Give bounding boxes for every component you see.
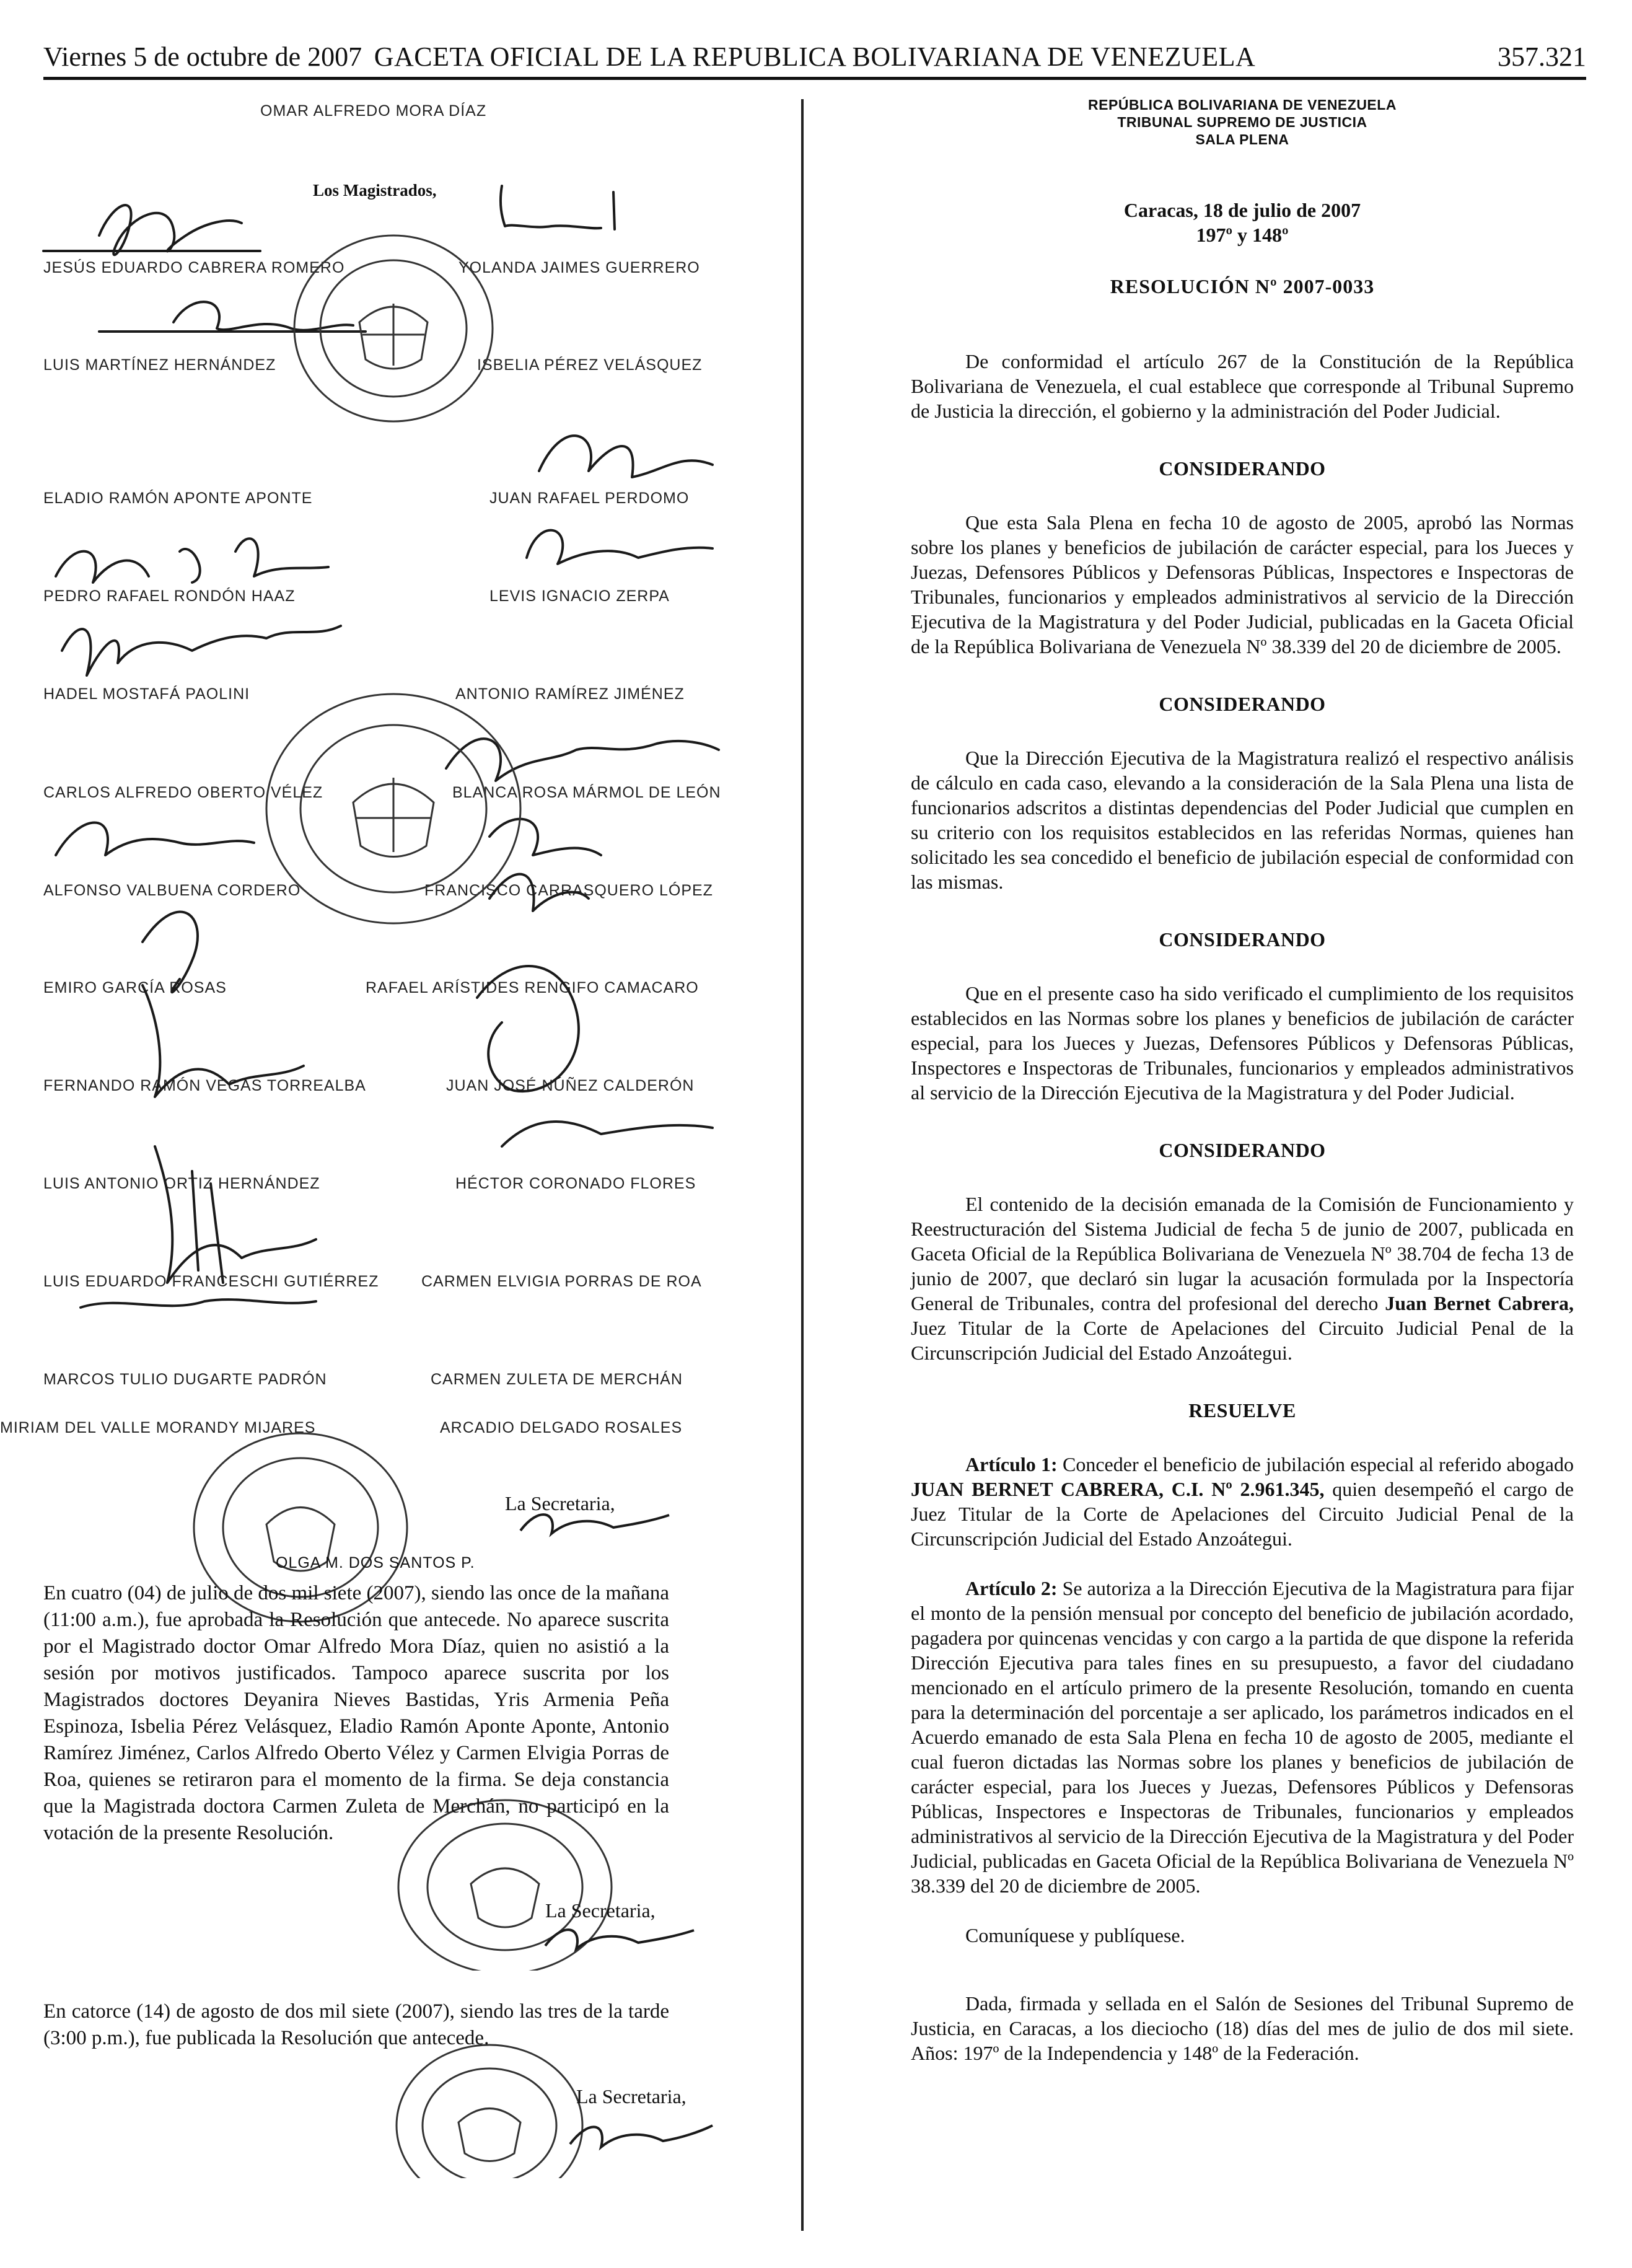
magistrate-name: LUIS ANTONIO ORTIZ HERNÁNDEZ [43,1175,320,1192]
beneficiary-name: JUAN BERNET CABRERA, C.I. Nº 2.961.345, [911,1478,1325,1500]
magistrate-name: ARCADIO DELGADO ROSALES [440,1419,683,1436]
magistrate-name: MARCOS TULIO DUGARTE PADRÓN [43,1371,327,1388]
secretaria-signature [564,2107,719,2163]
intro-paragraph: De conformidad el artículo 267 de la Constitución de la República Bolivariana de Venezuela, el cual establece que corresponde al Tribunal Supremo de Justicia la dirección, el gobierno y la administración del Poder Judicial. [911,350,1574,422]
magistrate-name: CARMEN ZULETA DE MERCHÁN [431,1371,683,1388]
header-title: GACETA OFICIAL DE LA REPUBLICA BOLIVARIANA DE VENEZUELA [374,42,1256,72]
magistrate-name: JUAN RAFAEL PERDOMO [489,490,690,507]
considerando-heading: CONSIDERANDO [1159,928,1326,951]
magistrate-name: RAFAEL ARÍSTIDES RENGIFO CAMACARO [366,979,699,996]
place-date [911,198,1574,247]
magistrate-name: ELADIO RAMÓN APONTE APONTE [43,490,313,507]
magistrate-name: JUAN JOSÉ NÚÑEZ CALDERÓN [446,1077,695,1094]
secretaria-label-3: La Secretaria, [576,2085,687,2108]
article-label: Artículo 1: [965,1453,1058,1475]
magistrate-name: EMIRO GARCÍA ROSAS [43,979,227,996]
session-paragraph: En cuatro (04) de julio de dos mil siete (2007), siendo las once de la mañana (11:00 a.m.), fue aprobada la Resolución que antecede. No aparece suscrita por el Magistrado doctor Omar Alfredo Mora Díaz, quien no asistió a la sesión por motivos justificados. Tampoco aparece suscrita por los Magistrados doctores Deyanira Nieves Bastidas, Yris Armenia Peña Espinoza, Isbelia Pérez Velásquez, Eladio Ramón Aponte Aponte, Antonio Ramírez Jiménez, Carlos Alfredo Oberto Vélez y Carmen Elvigia Porras de Roa, quienes se retiraron para el momento de la firma. Se deja constancia que la Magistrada doctora Carmen Zuleta de Merchán, no participó en la votación de la presente Resolución. [43,1582,669,1844]
article-2 [911,1576,1574,1898]
resolution-column [911,96,1574,2085]
secretaria-name: OLGA M. DOS SANTOS P. [276,1554,475,1571]
magistrate-name: MIRIAM DEL VALLE MORANDY MIJARES [0,1419,316,1436]
institution-line: SALA PLENA [1195,131,1289,147]
magistrate-name: ALFONSO VALBUENA CORDERO [43,882,301,899]
tribunal-seal-icon [260,685,527,933]
text-run: Conceder el beneficio de jubilación especial al referido abogado [1057,1453,1574,1475]
years-line: 197º y 148º [1196,224,1289,246]
text-run: Se autoriza a la Dirección Ejecutiva de la Magistratura para fijar el monto de la pensión mensual por concepto del beneficio de jubilación acordado, pagadera por quincenas vencidas y con cargo a la partida de que dispone la referida Dirección Ejecutiva para tales fines en su presupuesto, a favor del ciudadano mencionado en el artículo primero de la presente Resolución, tomando en cuenta para la determinación del porcentaje a ser aplicado, los parámetros indicados en el Acuerdo emanado de esta Sala Plena en fecha 10 de agosto de 2005, mediante el cual fueron dictadas las Normas sobre los planes y beneficios de jubilación de carácter especial, para los Jueces y Juezas, Defensores Públicos y Defensoras Públicas, Inspectores e Inspectoras de Tribunales, funcionarios y empleados administrativos al servicio de la Dirección Ejecutiva de la Magistratura y del Poder Judicial, publicadas en Gaceta Oficial de la República Bolivariana de Venezuela Nº 38.339 del 20 de diciembre de 2005. [911,1577,1574,1897]
closing-line: Comuníquese y publíquese. [965,1924,1185,1946]
text-run: quien desempeñó el cargo de Juez Titular de la Corte de Apelaciones del Circuito Judicial Penal de la Circunscripción Judicial del Estado Anzoátegui. [911,1478,1574,1550]
considerando-heading: CONSIDERANDO [1159,457,1326,480]
considerando-paragraph: Que esta Sala Plena en fecha 10 de agosto de 2005, aprobó las Normas sobre los planes y beneficios de jubilación de carácter especial, para los Jueces y Juezas, Defensores Públicos y Defensoras Públicas, Inspectores e Inspectoras de Tribunales, funcionarios y empleados administrativos al servicio de la Dirección Ejecutiva de la Magistratura y del Poder Judicial, publicadas en la Gaceta Oficial de la República Bolivariana de Venezuela Nº 38.339 del 20 de diciembre de 2005. [911,511,1574,657]
magistrate-name: FRANCISCO CARRASQUERO LÓPEZ [424,882,713,899]
magistrate-name: LUIS EDUARDO FRANCESCHI GUTIÉRREZ [43,1273,379,1290]
magistrate-name: HÉCTOR CORONADO FLORES [455,1175,696,1192]
header-date: Viernes 5 de octubre de 2007 [43,42,362,72]
institution-block [911,96,1574,148]
resuelve-heading: RESUELVE [1188,1399,1296,1422]
magistrate-name: CARLOS ALFREDO OBERTO VÉLEZ [43,784,323,801]
resolution-title: RESOLUCIÓN Nº 2007-0033 [1110,275,1375,297]
considerando-paragraph: Que en el presente caso ha sido verificado el cumplimiento de los requisitos establecidos en las Normas sobre los planes y beneficios de jubilación de carácter especial, para los Jueces y Juezas, Defensores Públicos y Defensoras Públicas, Inspectores e Inspectoras de Tribunales, funcionarios y empleados administrativos al servicio de la Dirección Ejecutiva de la Magistratura y del Poder Judicial. [911,982,1574,1104]
institution-line: TRIBUNAL SUPREMO DE JUSTICIA [1117,114,1367,130]
publication-paragraph: En catorce (14) de agosto de dos mil siete (2007), siendo las tres de la tarde (3:00 p.m.), fue publicada la Resolución que antecede. [43,2000,669,2049]
text-run: Juez Titular de la Corte de Apelaciones del Circuito Judicial Penal de la Circunscripción Judicial del Estado Anzoátegui. [911,1317,1574,1364]
considerando-paragraph: Que la Dirección Ejecutiva de la Magistratura realizó el respectivo análisis de cálculo en cada caso, elevando a la consideración de la Sala Plena una lista de funcionarios adscritos a distintas dependencias del Poder Judicial que cumplen en su criterio con los requisitos establecidos en las referidas Normas, quienes han solicitado les sea concedido el beneficio de jubilación especial de conformidad con las mismas. [911,747,1574,893]
article-1 [911,1452,1574,1551]
secretaria-label: La Secretaria, [505,1492,615,1514]
considerando-heading: CONSIDERANDO [1159,693,1326,715]
considerando-paragraph [911,1192,1574,1365]
magistrate-name: YOLANDA JAIMES GUERRERO [458,259,700,276]
magistrate-name: ANTONIO RAMÍREZ JIMÉNEZ [455,685,685,703]
magistrate-name: FERNANDO RAMÓN VEGAS TORREALBA [43,1077,366,1094]
secretaria-signature [539,1915,700,1964]
header-page-number: 357.321 [1498,42,1586,72]
magistrate-name: JESÚS EDUARDO CABRERA ROMERO [43,259,345,276]
article-label: Artículo 2: [965,1577,1058,1599]
column-divider [801,99,804,2231]
magistrados-label: Los Magistrados, [313,181,437,200]
considerando-heading: CONSIDERANDO [1159,1139,1326,1161]
top-magistrate-name: OMAR ALFREDO MORA DÍAZ [260,102,487,120]
magistrate-name: BLANCA ROSA MÁRMOL DE LEÓN [452,784,721,801]
beneficiary-name: Juan Bernet Cabrera, [1385,1292,1574,1314]
place-date-line: Caracas, 18 de julio de 2007 [1123,199,1361,221]
magistrate-name: CARMEN ELVIGIA PORRAS DE ROA [421,1273,702,1290]
magistrate-name: LEVIS IGNACIO ZERPA [489,587,670,605]
tribunal-seal-icon [390,2036,589,2178]
magistrate-name: ISBELIA PÉREZ VELÁSQUEZ [477,356,703,374]
secretaria-label-2: La Secretaria, [545,1899,656,1922]
magistrate-name: PEDRO RAFAEL RONDÓN HAAZ [43,587,296,605]
tribunal-seal-icon [285,223,502,434]
magistrate-name: LUIS MARTÍNEZ HERNÁNDEZ [43,356,276,374]
final-paragraph: Dada, firmada y sellada en el Salón de Sesiones del Tribunal Supremo de Justicia, en Caracas, a los dieciocho (18) días del mes de julio de dos mil siete. Años: 197º de la Independencia y 148º de la Federación. [911,1992,1574,2064]
text-run: El contenido de la decisión emanada de la Comisión de Funcionamiento y Reestructuración del Sistema Judicial de fecha 5 de junio de 2007, publicada en Gaceta Oficial de la República Bolivariana de Venezuela Nº 38.704 de fecha 13 de junio de 2007, que declaró sin lugar la acusación formulada por la Inspectoría General de Tribunales, contra del profesional del derecho [911,1193,1574,1314]
magistrate-name: HADEL MOSTAFÁ PAOLINI [43,685,250,703]
institution-line: REPÚBLICA BOLIVARIANA DE VENEZUELA [1088,97,1397,113]
secretaria-signature [514,1500,675,1549]
signatures-column [0,0,721,2268]
